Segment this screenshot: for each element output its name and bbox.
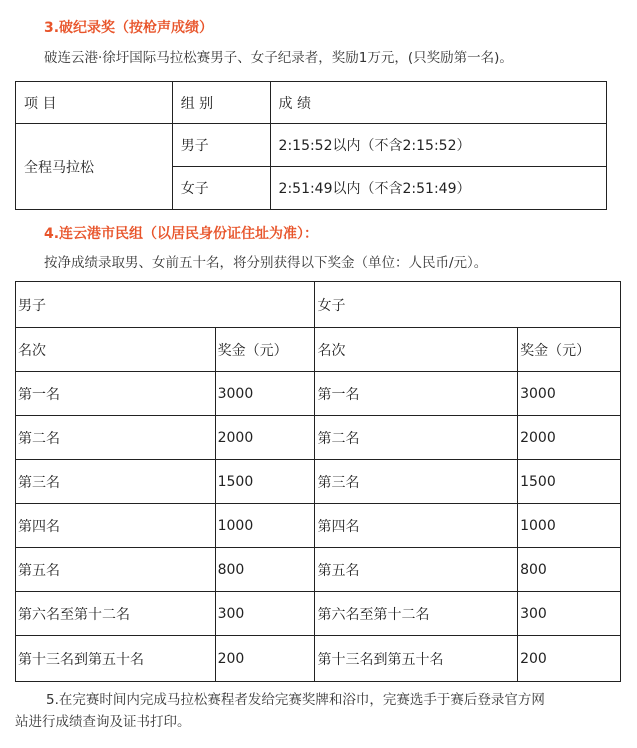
male-prize: 200 — [215, 636, 315, 682]
table-row — [16, 504, 621, 548]
table-row — [16, 372, 621, 416]
table-row — [16, 636, 621, 682]
male-prize: 2000 — [215, 416, 315, 460]
male-rank: 第十三名到第五十名 — [16, 636, 216, 682]
header-event: 项 目 — [16, 82, 173, 124]
event-cell: 全程马拉松 — [16, 124, 173, 210]
female-rank: 第五名 — [315, 548, 518, 592]
female-prize: 800 — [518, 548, 621, 592]
header-group: 组 别 — [172, 82, 270, 124]
female-rank: 第一名 — [315, 372, 518, 416]
section4-text: 按净成绩录取男、女前五十名，将分别获得以下奖金（单位：人民币/元）。 — [44, 255, 488, 271]
column-header-row — [16, 328, 621, 372]
section3-heading: 3.破纪录奖（按枪声成绩） — [44, 20, 214, 36]
male-rank-header: 名次 — [16, 328, 216, 372]
table-row — [16, 460, 621, 504]
table-row — [16, 548, 621, 592]
male-prize: 300 — [215, 592, 315, 636]
group-cell: 男子 — [172, 124, 270, 167]
table-header-row — [16, 82, 607, 124]
citizen-prize-table — [15, 281, 621, 682]
female-prize: 1000 — [518, 504, 621, 548]
section5-line1: 5.在完赛时间内完成马拉松赛程者发给完赛奖牌和浴巾，完赛选手于赛后登录官方网 — [46, 692, 545, 708]
section5-line2: 站进行成绩查询及证书打印。 — [15, 714, 191, 730]
male-rank: 第六名至第十二名 — [16, 592, 216, 636]
section3-text: 破连云港·徐圩国际马拉松赛男子、女子纪录者，奖励1万元，(只奖励第一名)。 — [44, 50, 513, 66]
female-rank: 第四名 — [315, 504, 518, 548]
male-prize-header: 奖金（元） — [215, 328, 315, 372]
result-cell: 2:51:49以内（不含2:51:49） — [270, 167, 606, 210]
female-rank-header: 名次 — [315, 328, 518, 372]
header-result: 成 绩 — [270, 82, 606, 124]
table-row — [16, 124, 607, 167]
result-cell: 2:15:52以内（不含2:15:52） — [270, 124, 606, 167]
section4-heading: 4.连云港市民组（以居民身份证住址为准）： — [44, 226, 319, 242]
male-prize: 3000 — [215, 372, 315, 416]
male-rank: 第二名 — [16, 416, 216, 460]
female-prize: 1500 — [518, 460, 621, 504]
female-rank: 第十三名到第五十名 — [315, 636, 518, 682]
table-row — [16, 416, 621, 460]
gender-header-row — [16, 282, 621, 328]
male-rank: 第五名 — [16, 548, 216, 592]
male-rank: 第四名 — [16, 504, 216, 548]
male-prize: 1500 — [215, 460, 315, 504]
male-label: 男子 — [16, 282, 315, 328]
male-prize: 800 — [215, 548, 315, 592]
female-prize: 300 — [518, 592, 621, 636]
female-prize: 3000 — [518, 372, 621, 416]
female-prize: 2000 — [518, 416, 621, 460]
female-label: 女子 — [315, 282, 621, 328]
male-prize: 1000 — [215, 504, 315, 548]
male-rank: 第三名 — [16, 460, 216, 504]
female-rank: 第二名 — [315, 416, 518, 460]
record-award-table — [15, 81, 607, 210]
female-rank: 第三名 — [315, 460, 518, 504]
female-prize-header: 奖金（元） — [518, 328, 621, 372]
group-cell: 女子 — [172, 167, 270, 210]
female-rank: 第六名至第十二名 — [315, 592, 518, 636]
table-row — [16, 592, 621, 636]
female-prize: 200 — [518, 636, 621, 682]
male-rank: 第一名 — [16, 372, 216, 416]
